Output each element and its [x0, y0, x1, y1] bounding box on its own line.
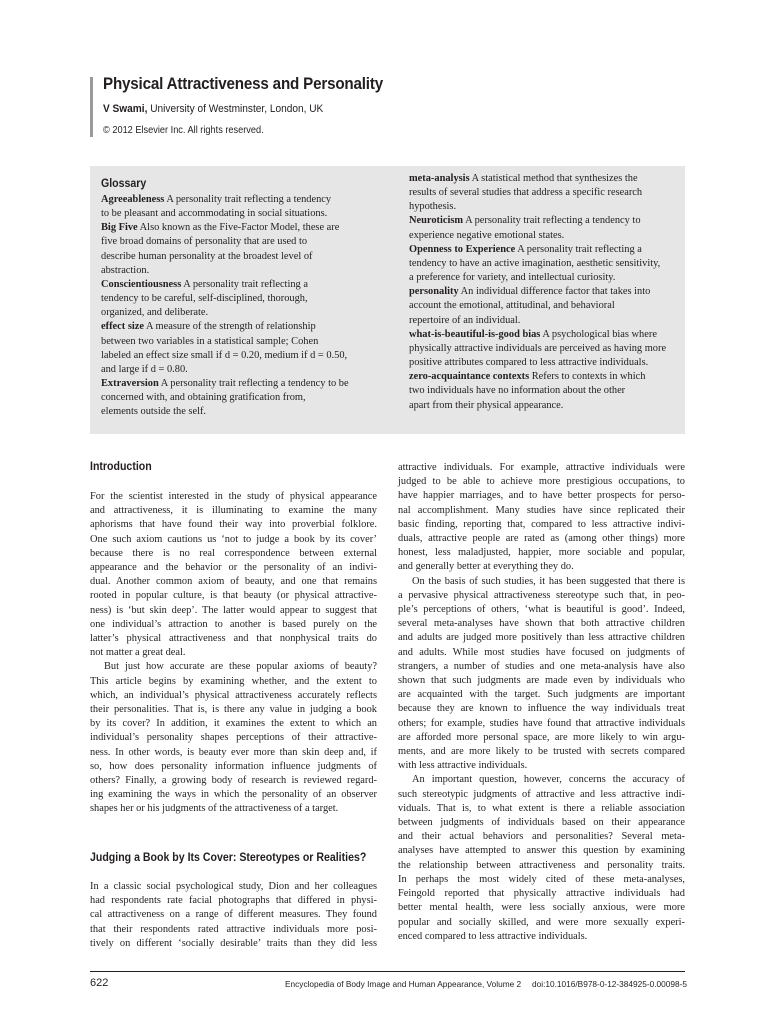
glossary-term: meta-analysis — [409, 173, 470, 184]
glossary-term: personality — [409, 286, 459, 298]
glossary-line — [101, 377, 373, 391]
text-line: ing examining the ways in which the personality of an observer — [90, 789, 377, 801]
copyright-notice: © 2012 Elsevier Inc. All rights reserved. — [103, 125, 264, 136]
text-line: individual’s personality shapes perceptions of their attractive- — [90, 732, 377, 744]
glossary-line: concerned with, and obtaining gratification from, — [101, 392, 306, 404]
glossary-term: Agreeableness — [101, 194, 165, 205]
glossary-definition: Also known as the Five-Factor Model, these are — [137, 222, 340, 234]
text-line: cal attractiveness on a range of different measures. They found — [90, 909, 377, 921]
text-line: dual. Another common axiom of beauty, and one that remains — [90, 576, 377, 588]
glossary-line: organized, and deliberate. — [101, 307, 209, 319]
text-line: others? Finally, a growing body of research is reviewed regard- — [90, 775, 377, 787]
text-line: their personalities. That is, is there any value in judging a book — [90, 704, 377, 716]
glossary-definition: Refers to contexts in which — [529, 371, 646, 383]
glossary-line: and large if d = 0.80. — [101, 363, 188, 375]
glossary-line — [409, 285, 679, 299]
author-line — [103, 103, 323, 115]
introduction-body — [90, 490, 377, 817]
glossary-line — [409, 370, 679, 384]
text-line: honest, less maladjusted, happier, more sociable and popular, — [398, 547, 685, 559]
text-line: In perhaps the most widely cited of these meta-analyses, — [398, 873, 685, 885]
glossary-term: Openness to Experience — [409, 243, 516, 255]
text-line: shown that such judgments are made even by individuals who — [398, 675, 685, 687]
text-line: But just how accurate are these popular axioms of beauty? — [104, 661, 377, 673]
text-line: are acquainted with the target. Such judgments are important — [398, 689, 685, 701]
text-line: and their actual behaviors and personalities? Several meta- — [398, 831, 685, 843]
text-line: because they are known to influence the way individuals treat — [398, 703, 685, 715]
right-column-body — [398, 461, 685, 944]
glossary-line: a preference for variety, and intellectual curiosity. — [409, 272, 616, 284]
text-line: duals, attractive people are rated as (among other things) more — [398, 533, 685, 545]
glossary-line — [101, 193, 373, 207]
glossary-line — [409, 243, 679, 257]
text-line: so, how does personality information influence judgments of — [90, 760, 377, 772]
text-line: Feingold reported that physically attractive individuals had — [398, 888, 685, 900]
text-line: rooted in popular culture, is that beauty (or physical attractive- — [90, 590, 377, 602]
glossary-line: tendency to be careful, self-disciplined, thorough, — [101, 293, 308, 305]
section-heading-stereotypes: Judging a Book by Its Cover: Stereotypes or Realities? — [90, 852, 367, 864]
text-line: that their respondents rated attractive individuals more posi- — [90, 923, 377, 935]
text-line: which, an individual’s physical attractiveness accurately reflects — [90, 689, 377, 701]
glossary-line: describe human personality at the broadest level of — [101, 250, 313, 262]
glossary-line — [409, 328, 679, 342]
journal-citation: Encyclopedia of Body Image and Human Appearance, Volume 2 — [285, 979, 522, 989]
glossary-line: hypothesis. — [409, 201, 457, 213]
text-line: judged to be able to achieve more prestigious occupations, to — [398, 476, 685, 488]
text-line: For the scientist interested in the study of physical appearance — [90, 491, 377, 502]
footer-rule — [90, 971, 685, 972]
text-line: better mental health, were less socially anxious, were more — [398, 902, 685, 914]
text-line: several meta-analyses have shown that both attractive children — [398, 618, 685, 630]
glossary-line — [409, 172, 679, 186]
text-line: strangers, a number of studies and one meta-analysis have also — [398, 660, 685, 672]
glossary-line: two individuals have no information about the other — [409, 385, 626, 397]
text-line: and adults. While most studies have focused on judgments of — [398, 646, 685, 658]
glossary-definition: An individual difference factor that takes into — [458, 286, 651, 298]
text-line: and generally better at everything they do. — [398, 561, 574, 573]
doi: doi:10.1016/B978-0-12-384925-0.00098-5 — [532, 979, 687, 989]
glossary-definition: A personality trait reflecting a tendency to be — [158, 378, 349, 390]
text-line: and attractiveness, it is illuminating to examine the many — [90, 505, 377, 517]
introduction-heading: Introduction — [90, 461, 152, 473]
text-line: a pervasive physical attractiveness stereotype such that, in peo- — [398, 589, 685, 601]
text-line: the relationship between attractiveness and personality traits. — [398, 859, 685, 871]
text-line: appearance and the behavior or the personality of an indivi- — [90, 562, 377, 574]
page-number: 622 — [90, 977, 109, 989]
text-line: latter’s physical attractiveness and that nonphysical traits do — [90, 633, 377, 645]
glossary-definition: A personality trait reflecting a — [181, 278, 308, 290]
glossary-line: abstraction. — [101, 264, 150, 276]
text-line: One such axiom cautions us ‘not to judge a book by its cover’ — [90, 533, 377, 545]
text-line: In a classic social psychological study, Dion and her colleagues — [90, 881, 377, 892]
text-line: enced compared to less attractive individuals. — [398, 930, 588, 942]
glossary-term: zero-acquaintance contexts — [409, 371, 530, 383]
glossary-line: physically attractive individuals are perceived as having more — [409, 342, 667, 354]
text-line: are afforded more personal space, are more likely to win argu- — [398, 731, 685, 743]
text-line: one individual’s attraction to another is based purely on the — [90, 618, 377, 630]
glossary-line: five broad domains of personality that are used to — [101, 236, 308, 248]
text-line: tively on different ‘socially desirable’ traits than they did less — [90, 937, 377, 949]
glossary-definition: A statistical method that synthesizes the — [469, 173, 638, 184]
text-line: have happier marriages, and to have better prospects for perso- — [398, 490, 685, 502]
text-line: not matter a great deal. — [90, 647, 186, 659]
header-accent-rule — [90, 77, 93, 137]
text-line: popular and socially skilled, and were more sexually experi- — [398, 916, 685, 928]
stereotypes-section-body — [90, 880, 377, 951]
text-line: ments, and are more likely to be trusted with secrets compared — [398, 746, 685, 758]
glossary-left-column — [101, 176, 373, 420]
glossary-term: Extraversion — [101, 378, 159, 390]
glossary-line: results of several studies that address a specific research — [409, 187, 643, 199]
glossary-line: positive attributes compared to less attractive individuals. — [409, 357, 649, 369]
text-line: because there is no real correspondence between external — [90, 547, 377, 559]
text-line: such stereotypic judgments of attractive and less attractive indi- — [398, 788, 685, 800]
glossary-term: Big Five — [101, 222, 138, 234]
glossary-term: Conscientiousness — [101, 278, 182, 290]
text-line: ness) is ‘but skin deep’. The latter would appear to suggest that — [90, 604, 377, 616]
text-line: between judgments of individuals based on their appearance — [398, 817, 685, 829]
text-line: This article begins by examining whether, and the extent to — [90, 675, 377, 687]
glossary-definition: A personality trait reflecting a tendency — [164, 194, 332, 205]
text-line: and adults are judged more positively than less attractive children — [398, 632, 685, 644]
glossary-box — [90, 166, 685, 434]
text-line: aphorisms that have found their way into proverbial folklore. — [90, 519, 377, 531]
text-line: basic finding, reporting that, compared to less attractive indivi- — [398, 518, 685, 530]
glossary-line: elements outside the self. — [101, 406, 207, 418]
glossary-definition: A personality trait reflecting a tendency to — [463, 215, 641, 227]
glossary-line — [101, 278, 373, 292]
glossary-line — [409, 214, 679, 228]
article-title: Physical Attractiveness and Personality — [103, 75, 383, 93]
glossary-term: what-is-beautiful-is-good bias — [409, 328, 541, 340]
glossary-line: account the emotional, attitudinal, and behavioral — [409, 300, 615, 312]
text-line: viduals. That is, to what extent is there a reliable association — [398, 802, 685, 814]
glossary-line — [101, 320, 373, 334]
glossary-right-column — [409, 172, 679, 413]
text-line: shapes her or his judgments of the attractiveness of a target. — [90, 803, 339, 815]
text-line: ness. In other words, is beauty ever more than skin deep and, if — [90, 746, 377, 758]
text-line: with less attractive individuals. — [398, 760, 528, 772]
glossary-line: experience negative emotional states. — [409, 229, 565, 241]
glossary-line: labeled an effect size small if d = 0.20, medium if d = 0.50, — [101, 349, 348, 361]
glossary-definition: A psychological bias where — [540, 328, 657, 340]
text-line: had respondents rate facial photographs that differed in physi- — [90, 895, 377, 907]
glossary-heading: Glossary — [101, 178, 147, 190]
text-line: On the basis of such studies, it has been suggested that there is — [412, 575, 685, 587]
glossary-line: tendency to have an active imagination, aesthetic sensitivity, — [409, 257, 661, 269]
text-line: An important question, however, concerns the accuracy of — [412, 774, 685, 786]
text-line: nal accomplishment. Many studies have since replicated their — [398, 504, 685, 516]
glossary-line: repertoire of an individual. — [409, 314, 521, 326]
text-line: others; for example, studies have found that attractive individuals — [398, 717, 685, 729]
glossary-definition: A personality trait reflecting a — [515, 243, 642, 255]
text-line: by its cover? In addition, it examines the extent to which an — [90, 718, 377, 730]
glossary-definition: A measure of the strength of relationship — [143, 321, 316, 333]
text-line: analyses have attempted to answer this question by examining — [398, 845, 685, 857]
glossary-line: apart from their physical appearance. — [409, 399, 564, 411]
author-name: V Swami, — [103, 103, 148, 115]
glossary-line — [101, 221, 373, 235]
glossary-line: to be pleasant and accommodating in social situations. — [101, 208, 328, 220]
glossary-term: Neuroticism — [409, 215, 464, 227]
glossary-line: between two variables in a statistical sample; Cohen — [101, 335, 319, 347]
text-line: ple’s perceptions of others, ‘what is beautiful is good’. Indeed, — [398, 604, 685, 616]
glossary-term: effect size — [101, 321, 144, 333]
author-affiliation: University of Westminster, London, UK — [147, 103, 324, 115]
text-line: attractive individuals. For example, attractive individuals were — [398, 462, 685, 473]
